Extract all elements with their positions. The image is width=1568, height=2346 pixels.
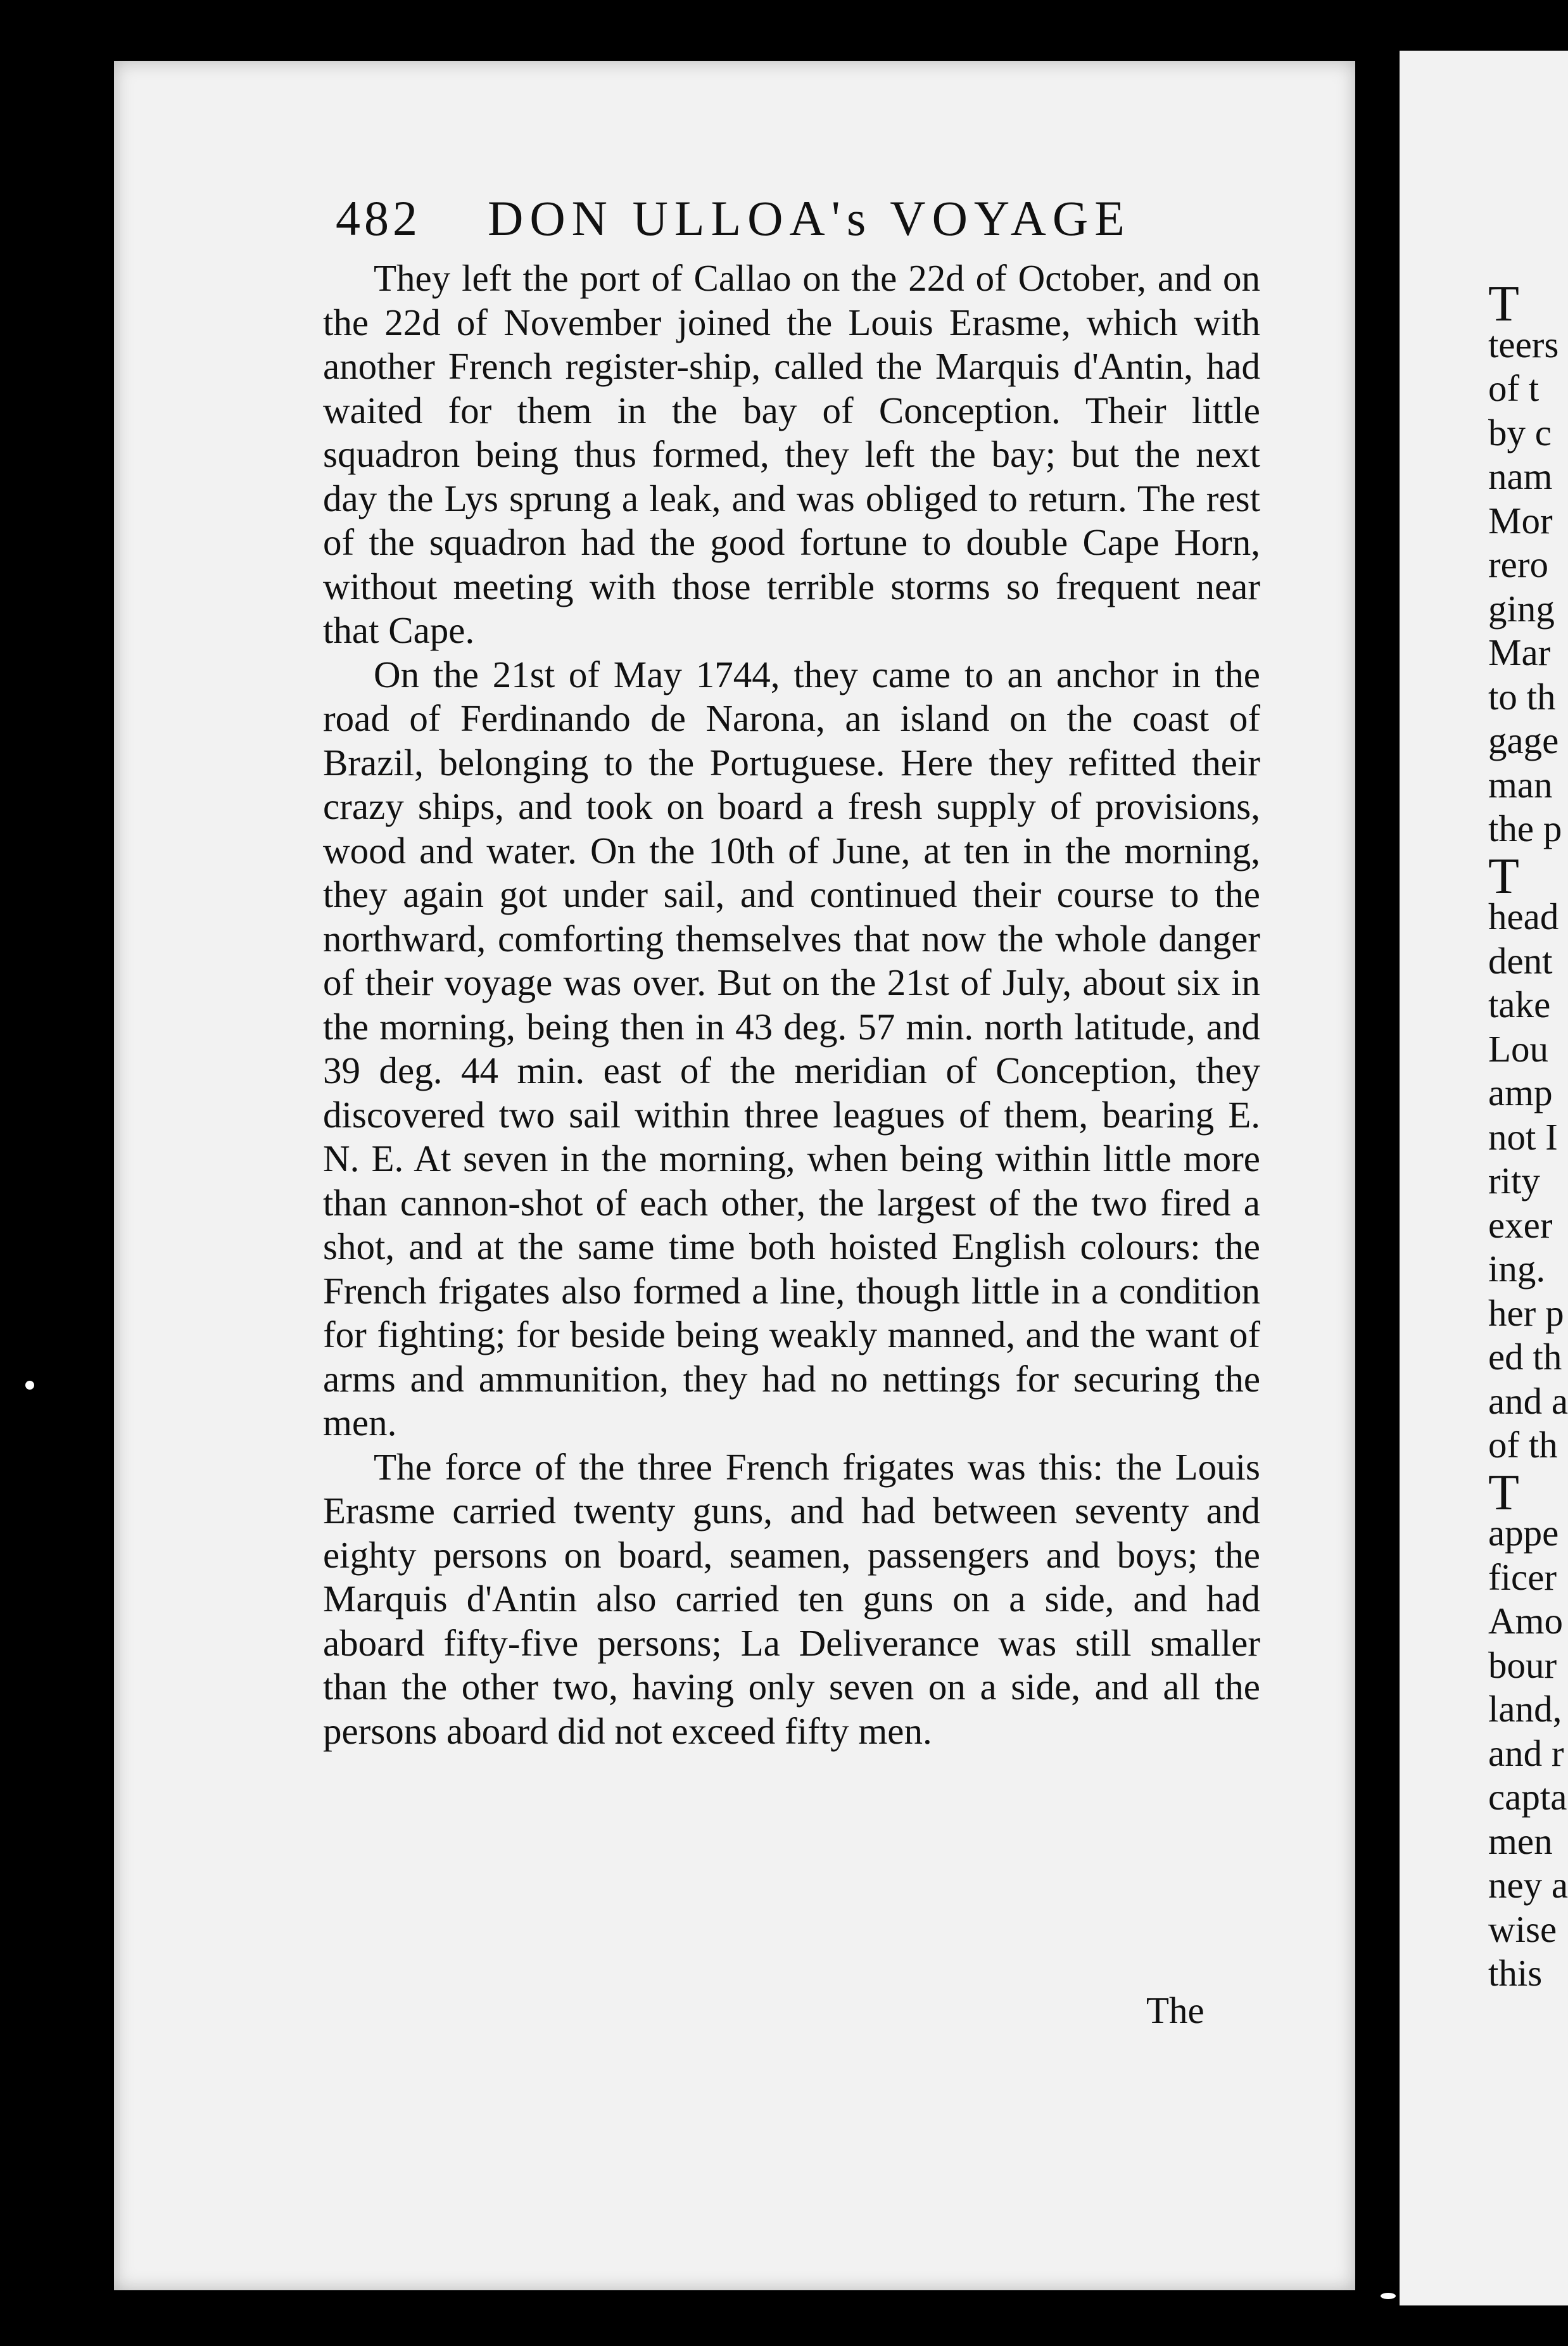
facing-line: wise — [1488, 1908, 1557, 1950]
paragraph: They left the port of Callao on the 22d of October, and on the 22d of November joined the Louis Erasme, which with another French register-ship, called the Marquis d'Antin, had waited for them in the bay of Conception. Their little squadron being thus formed, they left the bay; but the next day the Lys sprung a leak, and was obliged to return. The rest of the squadron had the good fortune to double Cape Horn, without meeting with those terrible storms so frequent near that Cape. — [323, 257, 1260, 651]
facing-line: Mor — [1488, 499, 1553, 542]
facing-line: nam — [1488, 455, 1553, 497]
facing-line: head — [1488, 896, 1559, 937]
facing-line: her p — [1488, 1291, 1564, 1334]
catchword: The — [1146, 1989, 1204, 2031]
facing-line: dent — [1488, 939, 1553, 982]
facing-line: Mar — [1488, 631, 1551, 673]
facing-initial: T — [1488, 848, 1519, 904]
facing-line: capta — [1488, 1776, 1567, 1818]
facing-line: ed th — [1488, 1336, 1562, 1378]
facing-line: Lou — [1488, 1027, 1549, 1070]
facing-line: ging — [1488, 587, 1555, 630]
facing-line: ficer — [1488, 1556, 1557, 1598]
page-number: 482 — [336, 191, 421, 246]
facing-initial: T — [1488, 1464, 1519, 1521]
facing-line: by c — [1488, 411, 1552, 453]
facing-line: not I — [1488, 1115, 1558, 1158]
facing-line: man — [1488, 763, 1553, 806]
facing-line: take — [1488, 984, 1551, 1025]
facing-line: ney a — [1488, 1864, 1568, 1906]
facing-line: Amo — [1488, 1600, 1563, 1642]
scan-speck — [1381, 2293, 1396, 2299]
facing-line: the p — [1488, 808, 1562, 849]
facing-line: men — [1488, 1820, 1553, 1862]
facing-line: rero — [1488, 543, 1548, 585]
scan-speck — [25, 1381, 34, 1390]
facing-line: of th — [1488, 1424, 1558, 1466]
facing-line: of t — [1488, 367, 1540, 409]
facing-line: to th — [1488, 675, 1556, 718]
facing-line: exer — [1488, 1203, 1553, 1246]
facing-line: and r — [1488, 1732, 1564, 1774]
running-head — [336, 190, 1172, 260]
facing-line: and a — [1488, 1379, 1568, 1422]
facing-line: teers — [1488, 323, 1559, 365]
facing-line: rity — [1488, 1160, 1540, 1202]
paragraph: On the 21st of May 1744, they came to an anchor in the road of Ferdinando de Narona, an island on the coast of Brazil, belonging to the Portuguese. Here they refitted their crazy ships, and took on board a fresh supply of provisions, wood and water. On the 10th of June, at ten in the morning, they again got under sail, and continued their course to the northward, comforting themselves that now the whole danger of their voyage was over. But on the 21st of July, about six in the morning, being then in 43 deg. 57 min. north latitude, and 39 deg. 44 min. east of the meridian of Conception, they discovered two sail within three leagues of them, bearing E. N. E. At seven in the morning, when being within little more than cannon-shot of each other, the largest of the two fired a shot, and at the same time both hoisted English colours: the French frigates also formed a line, though little in a condition for fighting; for beside being weakly manned, and the want of arms and ammunition, they had no nettings for securing the men. — [323, 653, 1260, 1443]
page-title: DON ULLOA's VOYAGE — [488, 191, 1131, 246]
facing-line: this — [1488, 1952, 1543, 1994]
facing-line: bour — [1488, 1644, 1557, 1686]
facing-line: amp — [1488, 1072, 1553, 1113]
paragraph: The force of the three French frigates was this: the Louis Erasme carried twenty guns, and had between seventy and eighty persons on board, seamen, passengers and boys; the Marquis d'Antin also carried ten guns on a side, and had aboard fifty-five persons; La Deliverance was still smaller than the other two, having only seven on a side, and all the persons aboard did not exceed fifty men. — [323, 1445, 1260, 1752]
facing-line: land, — [1488, 1688, 1562, 1730]
body-text — [323, 257, 1260, 1753]
facing-initial: T — [1488, 276, 1519, 332]
facing-page-text — [1488, 276, 1568, 1996]
facing-line: gage — [1488, 720, 1559, 761]
facing-line: ing. — [1488, 1248, 1546, 1290]
facing-line: appe — [1488, 1512, 1559, 1554]
